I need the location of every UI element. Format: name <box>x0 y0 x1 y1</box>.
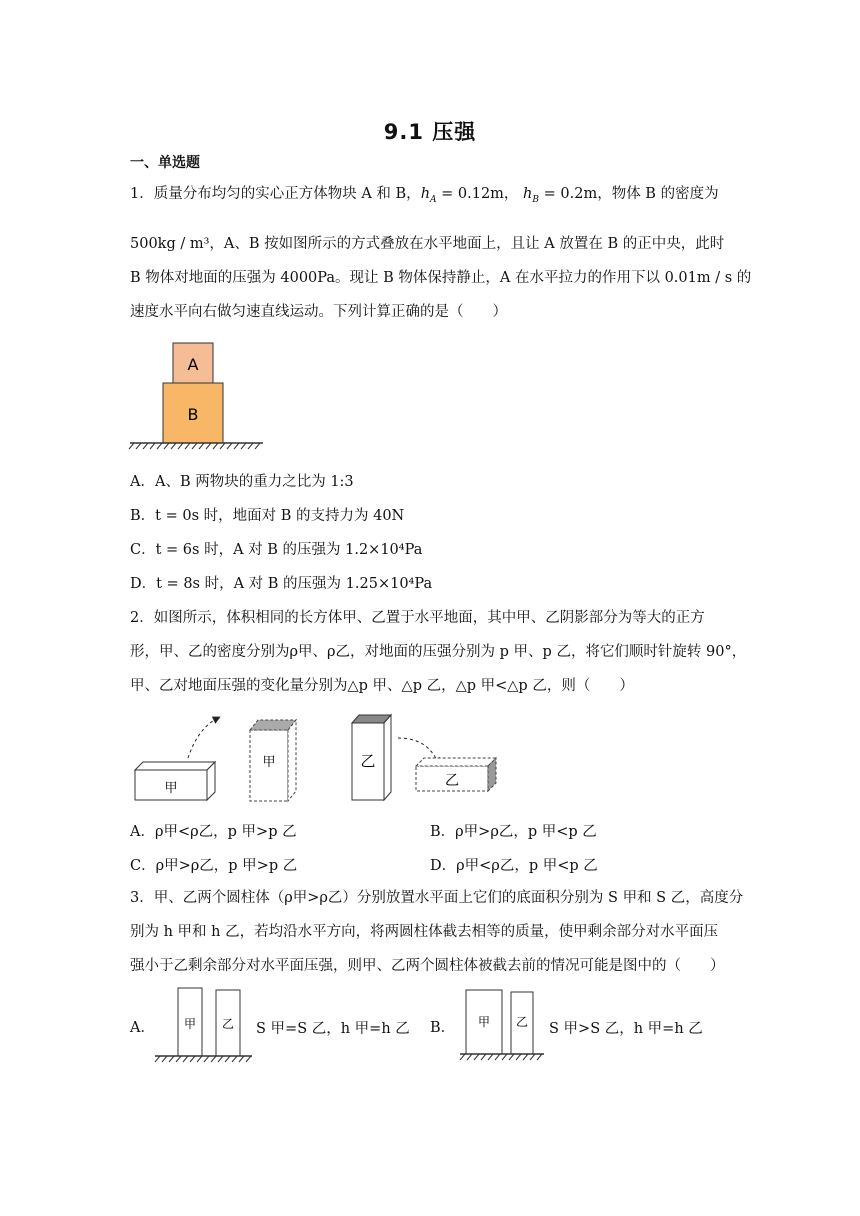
q1-option-c: C．t = 6s 时，A 对 B 的压强为 1.2×10⁴Pa <box>130 542 423 558</box>
block-jia-vertical <box>250 720 296 801</box>
q2-option-c: C．ρ甲>ρ乙，p 甲>p 乙 <box>130 858 298 874</box>
yi-label-horizontal: 乙 <box>445 773 459 789</box>
q3-line1: 3．甲、乙两个圆柱体（ρ甲>ρ乙）分别放置水平面上它们的底面积分别为 S 甲和 S 乙，高度分 <box>130 890 744 906</box>
q3-line2: 别为 h 甲和 h 乙，若均沿水平方向，将两圆柱体截去相等的质量，使甲剩余部分对水平面压 <box>130 924 719 940</box>
block-b-label: B <box>187 405 199 424</box>
q1-option-b: B．t = 0s 时，地面对 B 的支持力为 40N <box>130 508 405 524</box>
q1-line4: 速度水平向右做匀速直线运动。下列计算正确的是（ ） <box>130 304 507 320</box>
jia-label-horizontal: 甲 <box>164 781 178 796</box>
ground-hatch-a <box>155 1056 251 1062</box>
arrow-jia <box>188 718 218 758</box>
q2-option-a: A．ρ甲<ρ乙，p 甲>p 乙 <box>130 824 297 840</box>
q3-option-a-text: S 甲=S 乙，h 甲=h 乙 <box>256 1021 410 1037</box>
q3-figure-a <box>152 984 252 1070</box>
section-heading: 一、单选题 <box>130 155 200 171</box>
jia-label-a: 甲 <box>183 1017 197 1031</box>
q3-figure-b <box>458 984 548 1070</box>
yi-label-a: 乙 <box>221 1017 235 1031</box>
jia-label-vertical: 甲 <box>262 755 276 770</box>
q3-option-b-text: S 甲>S 乙，h 甲=h 乙 <box>549 1021 703 1037</box>
yi-label-vertical: 乙 <box>360 752 376 770</box>
block-a-label: A <box>187 355 199 374</box>
page-title: 9.1 压强 <box>383 120 477 144</box>
ground-hatch <box>129 443 260 449</box>
q1-line1: 1．质量分布均匀的实心正方体物块 A 和 B，$h_A = 0.12m$， $h_B = 0.2m$，物体 B 的密度为 <box>130 186 719 205</box>
block-jia-horizontal <box>135 762 215 800</box>
q1-line2: 500kg / m³，A、B 按如图所示的方式叠放在水平地面上，且让 A 放置在 B 的正中央，此时 <box>130 236 725 252</box>
q3-option-a-label: A． <box>130 1020 155 1036</box>
ground-hatch-b <box>460 1054 542 1060</box>
q2-line2: 形，甲、乙的密度分别为ρ甲、ρ乙，对地面的压强分别为 p 甲、p 乙，将它们顺时针旋转 90°， <box>130 644 747 660</box>
block-yi-horizontal <box>416 758 496 791</box>
q2-option-d: D．ρ甲<ρ乙，p 甲<p 乙 <box>430 858 598 874</box>
q2-figure-rotating-blocks <box>128 708 508 808</box>
q1-line3: B 物体对地面的压强为 4000Pa。现让 B 物体保持静止，A 在水平拉力的作用下以 0.01m / s 的 <box>130 270 752 286</box>
q1-figure-stacked-blocks <box>128 340 268 452</box>
jia-label-b: 甲 <box>477 1015 491 1029</box>
q2-option-b: B．ρ甲>ρ乙，p 甲<p 乙 <box>430 824 597 840</box>
q3-line3: 强小于乙剩余部分对水平面压强，则甲、乙两个圆柱体被截去前的情况可能是图中的（ ） <box>130 958 725 974</box>
q2-line3: 甲、乙对地面压强的变化量分别为△p 甲、△p 乙，△p 甲<△p 乙，则（ ） <box>130 678 634 694</box>
block-yi-vertical <box>352 715 391 800</box>
q3-option-b-label: B． <box>430 1020 456 1036</box>
q1-option-d: D．t = 8s 时，A 对 B 的压强为 1.25×10⁴Pa <box>130 576 433 592</box>
q1-option-a: A．A、B 两物块的重力之比为 1:3 <box>130 474 354 490</box>
q2-line1: 2．如图所示，体积相同的长方体甲、乙置于水平地面，其中甲、乙阴影部分为等大的正方 <box>130 610 705 626</box>
yi-label-b: 乙 <box>515 1015 529 1029</box>
